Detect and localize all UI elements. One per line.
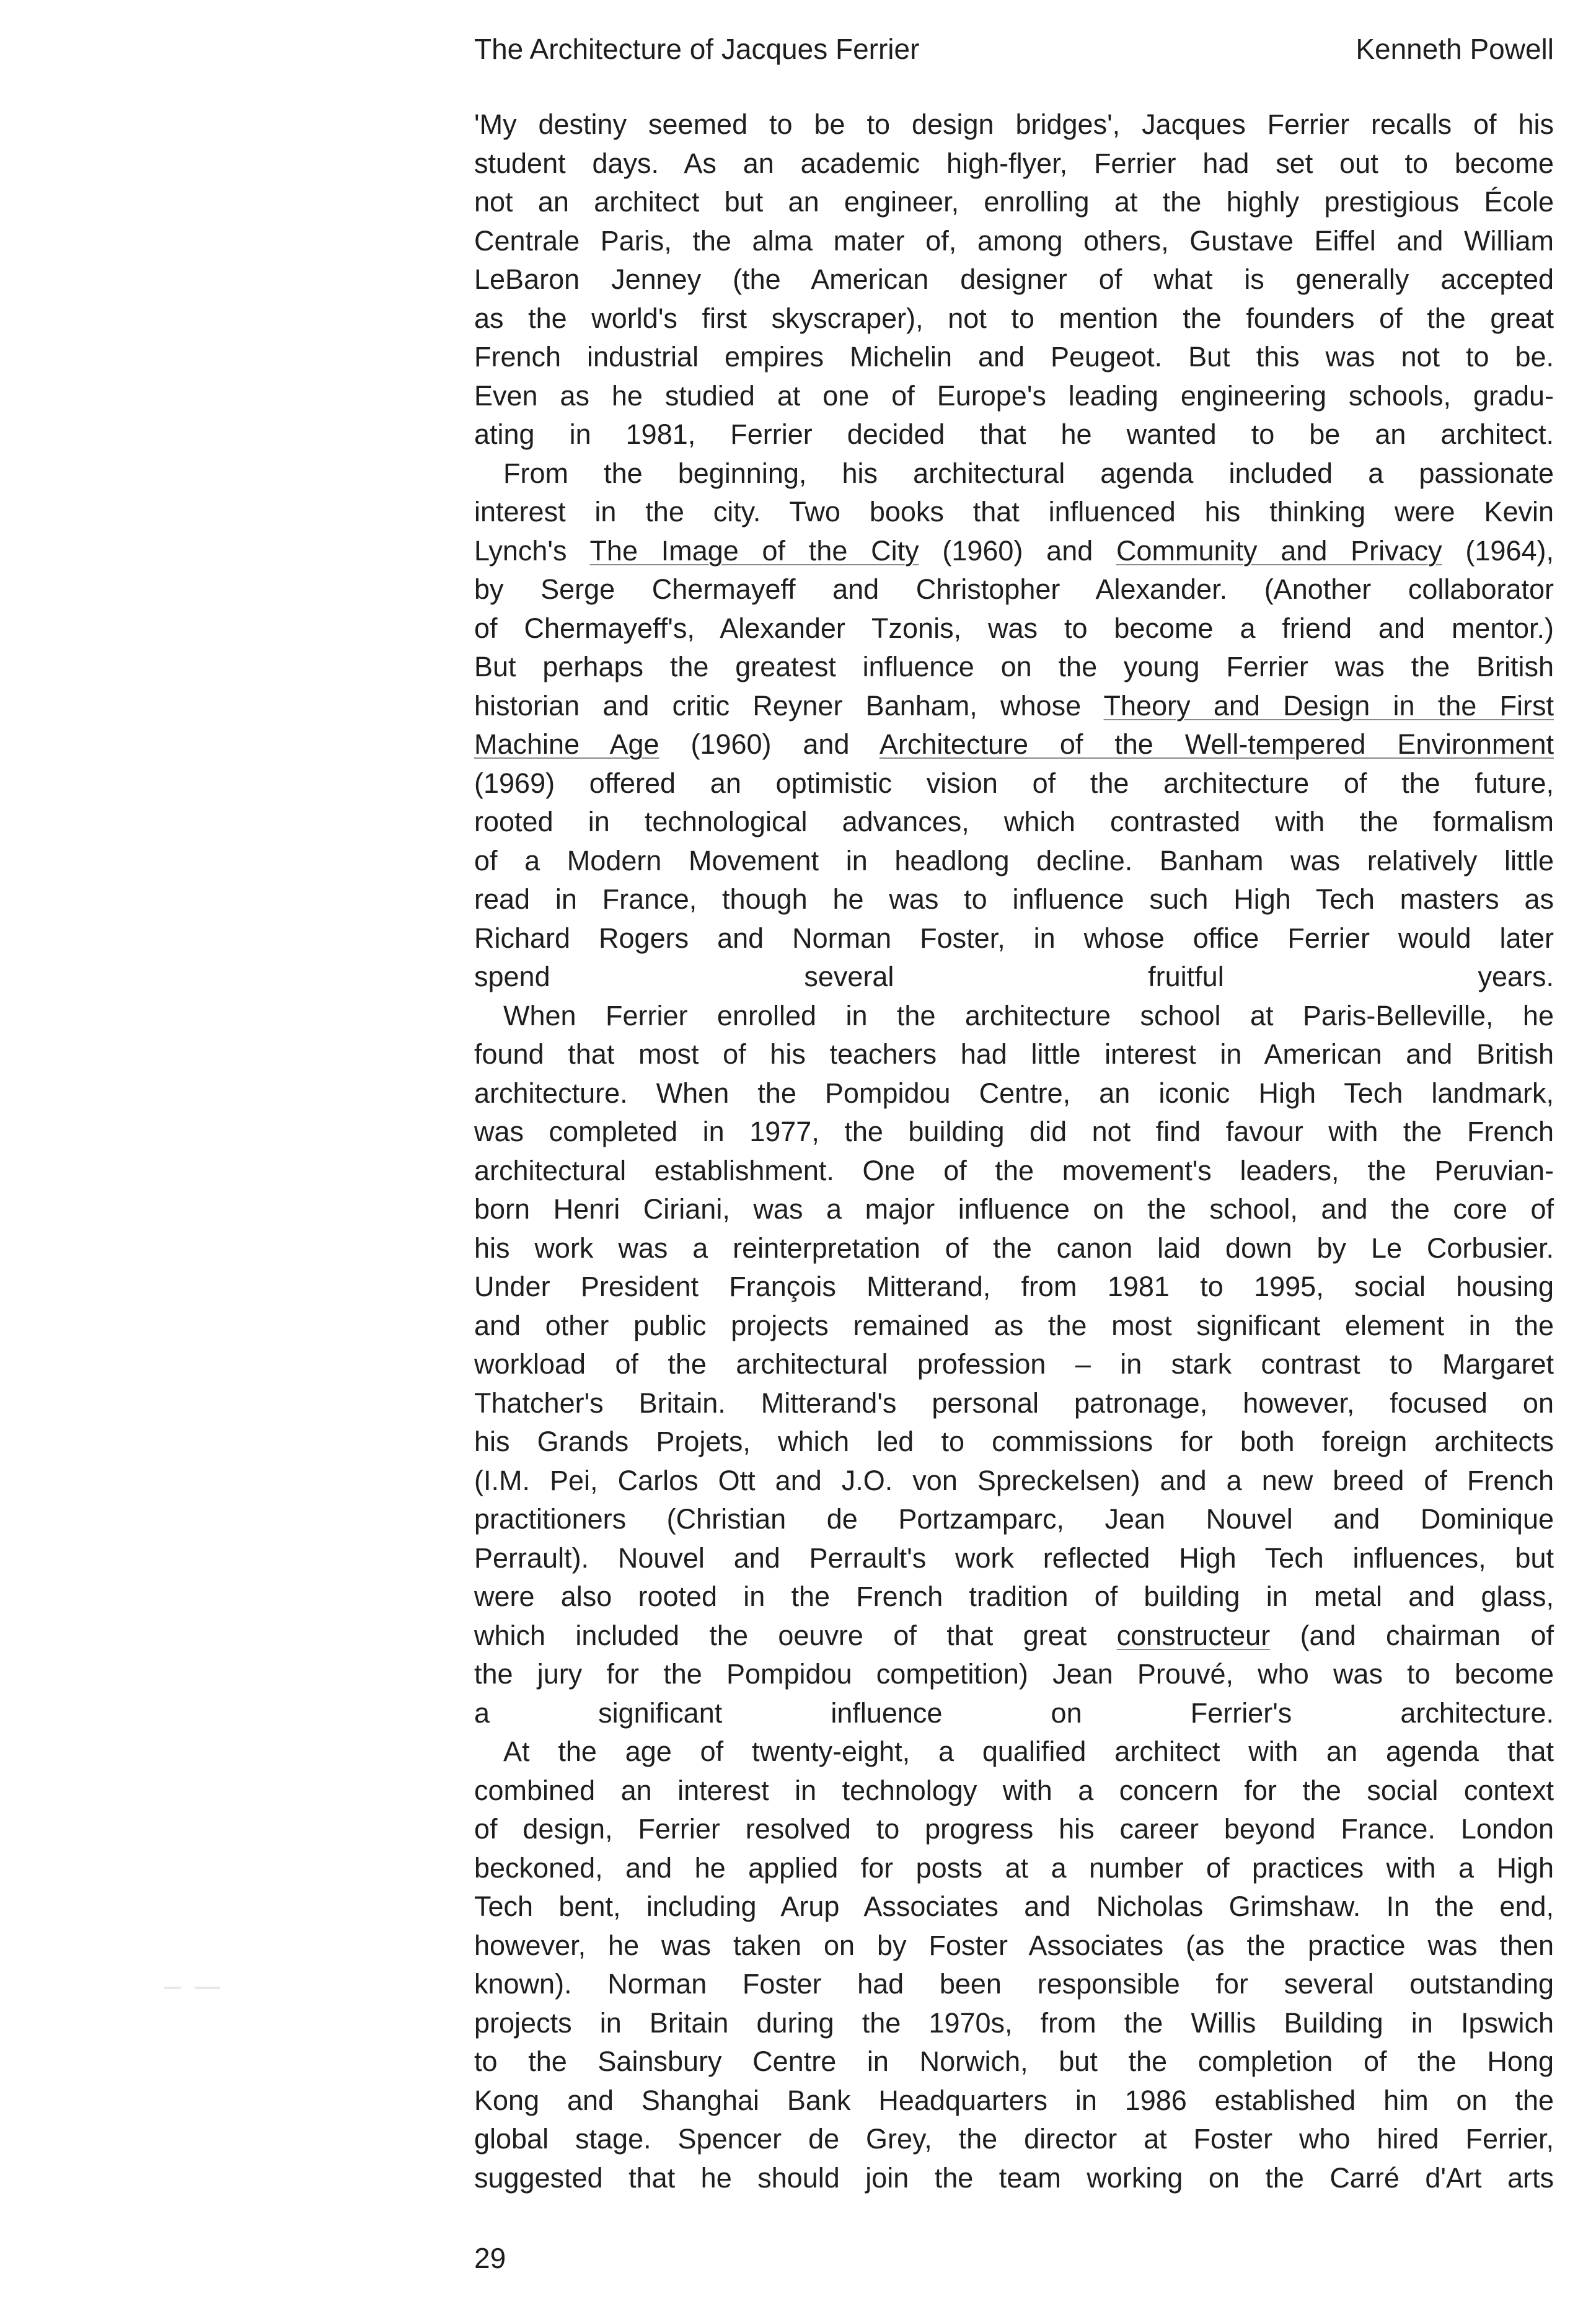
text-line <box>474 1578 1554 1617</box>
text-segment: was completed in 1977, the building did not find favour with the French <box>474 1116 1554 1147</box>
text-line <box>474 1772 1554 1811</box>
book-title-reference: Community and Privacy <box>1116 534 1442 567</box>
text-line <box>474 144 1554 183</box>
text-line <box>474 415 1554 454</box>
text-line <box>474 2120 1554 2159</box>
text-line <box>474 997 1554 1036</box>
text-line <box>474 1849 1554 1888</box>
text-segment: Centrale Paris, the alma mater of, among others, Gustave Eiffel and William <box>474 224 1554 257</box>
text-segment: of Chermayeff's, Alexander Tzonis, was to become a friend and mentor.) <box>474 612 1554 644</box>
text-segment: known). Norman Foster had been responsible for several outstanding <box>474 1968 1554 2000</box>
text-line <box>474 1732 1554 1772</box>
text-line <box>474 958 1554 997</box>
text-segment: At the age of twenty-eight, a qualified architect with an agenda that <box>503 1736 1554 1767</box>
text-line <box>474 1887 1554 1927</box>
text-line <box>474 1655 1554 1694</box>
text-segment: When Ferrier enrolled in the architecture school at Paris-Belleville, he <box>503 999 1554 1031</box>
text-segment: Thatcher's Britain. Mitterand's personal patronage, however, focused on <box>474 1387 1554 1419</box>
text-segment: by Serge Chermayeff and Christopher Alexander. (Another collaborator <box>474 573 1554 605</box>
text-segment: student days. As an academic high-flyer, Ferrier had set out to become <box>474 147 1554 179</box>
text-line <box>474 105 1554 144</box>
text-line <box>474 1500 1554 1539</box>
text-segment: which included the oeuvre of that great <box>474 1619 1117 1651</box>
text-line <box>474 1810 1554 1849</box>
text-segment: practitioners (Christian de Portzamparc, Jean Nouvel and Dominique <box>474 1503 1554 1535</box>
paragraph <box>474 105 1554 454</box>
text-line <box>474 2004 1554 2043</box>
body-text <box>474 105 1554 2197</box>
text-segment: his work was a reinterpretation of the canon laid down by Le Corbusier. <box>474 1232 1554 1264</box>
text-segment: architectural establishment. One of the movement's leaders, the Peruvian- <box>474 1154 1554 1186</box>
text-line <box>474 377 1554 416</box>
text-line <box>474 299 1554 338</box>
text-line <box>474 1965 1554 2004</box>
text-segment: were also rooted in the French tradition of building in metal and glass, <box>474 1581 1554 1612</box>
text-segment: and other public projects remained as the most significant element in the <box>474 1309 1554 1341</box>
text-segment: not an architect but an engineer, enrolling at the highly prestigious École <box>474 186 1554 218</box>
text-segment: a significant influence on Ferrier's architecture. <box>474 1697 1554 1729</box>
text-segment: of design, Ferrier resolved to progress his career beyond France. London <box>474 1813 1554 1845</box>
text-line <box>474 183 1554 222</box>
text-line <box>474 493 1554 532</box>
text-segment: 'My destiny seemed to be to design bridges', Jacques Ferrier recalls of his <box>474 108 1554 140</box>
text-line <box>474 2081 1554 2121</box>
text-line <box>474 1307 1554 1346</box>
text-segment: Kong and Shanghai Bank Headquarters in 1986 established him on the <box>474 2084 1554 2116</box>
text-line <box>474 1268 1554 1307</box>
text-line <box>474 532 1554 571</box>
text-line <box>474 454 1554 493</box>
text-segment: ating in 1981, Ferrier decided that he wanted to be an architect. <box>474 418 1554 450</box>
text-line <box>474 1694 1554 1733</box>
paragraph <box>474 454 1554 997</box>
running-header <box>474 30 1554 68</box>
text-line <box>474 1074 1554 1113</box>
text-segment: projects in Britain during the 1970s, from the Willis Building in Ipswich <box>474 2006 1554 2039</box>
text-line <box>474 1152 1554 1191</box>
text-segment: (and chairman of <box>1270 1619 1554 1651</box>
text-line <box>474 222 1554 261</box>
text-segment: found that most of his teachers had little interest in American and British <box>474 1038 1554 1070</box>
text-line <box>474 1113 1554 1152</box>
text-segment: Under President François Mitterand, from 1981 to 1995, social housing <box>474 1271 1554 1302</box>
text-segment: Tech bent, including Arup Associates and Nicholas Grimshaw. In the end, <box>474 1891 1554 1922</box>
text-line <box>474 2042 1554 2081</box>
text-line <box>474 1229 1554 1268</box>
text-line <box>474 1539 1554 1578</box>
paragraph <box>474 1732 1554 2197</box>
text-line <box>474 1190 1554 1229</box>
text-segment: beckoned, and he applied for posts at a number of practices with a High <box>474 1852 1554 1884</box>
text-line <box>474 338 1554 377</box>
text-segment: (I.M. Pei, Carlos Ott and J.O. von Spreckelsen) and a new breed of French <box>474 1464 1554 1496</box>
text-segment: historian and critic Reyner Banham, whose <box>474 689 1104 722</box>
text-segment: of a Modern Movement in headlong decline. Banham was relatively little <box>474 844 1554 876</box>
text-line <box>474 1423 1554 1462</box>
text-segment: to the Sainsbury Centre in Norwich, but the completion of the Hong <box>474 2046 1554 2077</box>
text-line <box>474 919 1554 958</box>
text-segment: suggested that he should join the team working on the Carré d'Art arts <box>474 2161 1554 2194</box>
book-title-reference: The Image of the City <box>589 534 919 567</box>
book-title-reference: constructeur <box>1116 1619 1271 1651</box>
book-title: The Architecture of Jacques Ferrier <box>474 33 920 65</box>
text-line <box>474 1384 1554 1423</box>
text-segment: his Grands Projets, which led to commissions for both foreign architects <box>474 1426 1554 1457</box>
text-line <box>474 1462 1554 1501</box>
text-segment: spend several fruitful years. <box>474 961 1554 992</box>
text-segment: rooted in technological advances, which contrasted with the formalism <box>474 806 1554 837</box>
text-segment: (1964), <box>1442 534 1554 567</box>
text-line <box>474 648 1554 687</box>
text-line <box>474 1927 1554 1966</box>
text-line <box>474 803 1554 842</box>
text-segment: But perhaps the greatest influence on the young Ferrier was the British <box>474 651 1554 682</box>
paragraph <box>474 997 1554 1733</box>
scan-smudge <box>164 1987 220 1989</box>
text-line <box>474 570 1554 609</box>
text-segment: (1960) and <box>659 728 880 760</box>
text-line <box>474 725 1554 764</box>
text-line <box>474 764 1554 803</box>
text-line <box>474 687 1554 726</box>
author-name: Kenneth Powell <box>1356 33 1554 65</box>
text-segment: read in France, though he was to influence such High Tech masters as <box>474 883 1554 915</box>
text-line <box>474 2159 1554 2198</box>
text-segment: Perrault). Nouvel and Perrault's work reflected High Tech influences, but <box>474 1542 1554 1574</box>
text-line <box>474 609 1554 648</box>
text-line <box>474 260 1554 299</box>
text-segment: (1969) offered an optimistic vision of the architecture of the future, <box>474 767 1554 799</box>
page-number: 29 <box>474 2242 506 2274</box>
text-segment: born Henri Ciriani, was a major influence on the school, and the core of <box>474 1193 1554 1225</box>
text-line <box>474 842 1554 881</box>
text-segment: From the beginning, his architectural agenda included a passionate <box>503 457 1554 489</box>
book-title-reference: Architecture of the Well-tempered Environment <box>879 728 1554 760</box>
text-segment: however, he was taken on by Foster Associates (as the practice was then <box>474 1929 1554 1961</box>
text-line <box>474 1345 1554 1384</box>
book-title-reference: Machine Age <box>474 728 659 760</box>
text-line <box>474 1617 1554 1656</box>
text-segment: French industrial empires Michelin and Peugeot. But this was not to be. <box>474 341 1554 373</box>
book-title-reference: Theory and Design in the First <box>1103 689 1554 722</box>
text-line <box>474 880 1554 919</box>
text-segment: Richard Rogers and Norman Foster, in whose office Ferrier would later <box>474 922 1554 954</box>
text-segment: architecture. When the Pompidou Centre, an iconic High Tech landmark, <box>474 1077 1554 1109</box>
text-segment: interest in the city. Two books that influenced his thinking were Kevin <box>474 496 1554 527</box>
text-segment: workload of the architectural profession – in stark contrast to Margaret <box>474 1348 1554 1380</box>
text-segment: combined an interest in technology with a concern for the social context <box>474 1774 1554 1806</box>
text-segment: Lynch's <box>474 534 590 567</box>
text-segment: the jury for the Pompidou competition) Jean Prouvé, who was to become <box>474 1658 1554 1690</box>
text-segment: Even as he studied at one of Europe's leading engineering schools, gradu- <box>474 379 1554 412</box>
text-segment: global stage. Spencer de Grey, the director at Foster who hired Ferrier, <box>474 2123 1554 2155</box>
text-segment: LeBaron Jenney (the American designer of what is generally accepted <box>474 263 1554 295</box>
text-line <box>474 1035 1554 1074</box>
text-segment: (1960) and <box>919 534 1116 567</box>
text-segment: as the world's first skyscraper), not to mention the founders of the great <box>474 302 1554 334</box>
